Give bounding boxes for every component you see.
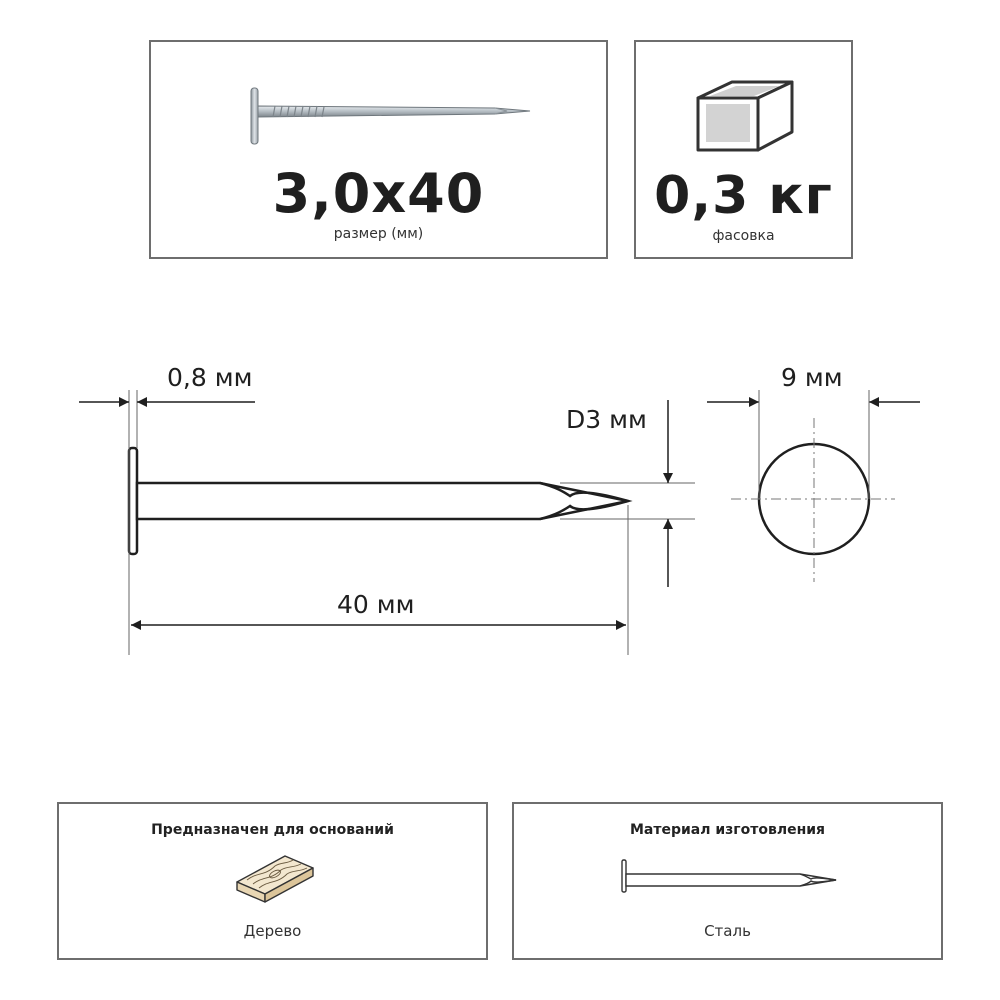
head-diameter-label: 9 мм <box>781 363 843 392</box>
diameter-label: D3 мм <box>566 405 647 434</box>
material-title: Материал изготовления <box>629 822 826 838</box>
base-title: Предназначен для оснований <box>151 822 394 838</box>
pack-value: 0,3 кг <box>654 166 833 226</box>
size-caption: размер (мм) <box>333 226 424 242</box>
material-label: Сталь <box>704 922 751 940</box>
base-card <box>57 802 488 960</box>
pack-caption: фасовка <box>712 228 775 244</box>
material-card <box>512 802 943 960</box>
size-value: 3,0x40 <box>272 162 485 225</box>
wood-plank-icon <box>235 854 315 904</box>
length-label: 40 мм <box>337 590 415 619</box>
steel-nail-icon <box>620 858 840 894</box>
base-label: Дерево <box>243 922 302 940</box>
head-thickness-label: 0,8 мм <box>167 363 253 392</box>
nail-outline <box>129 448 628 554</box>
